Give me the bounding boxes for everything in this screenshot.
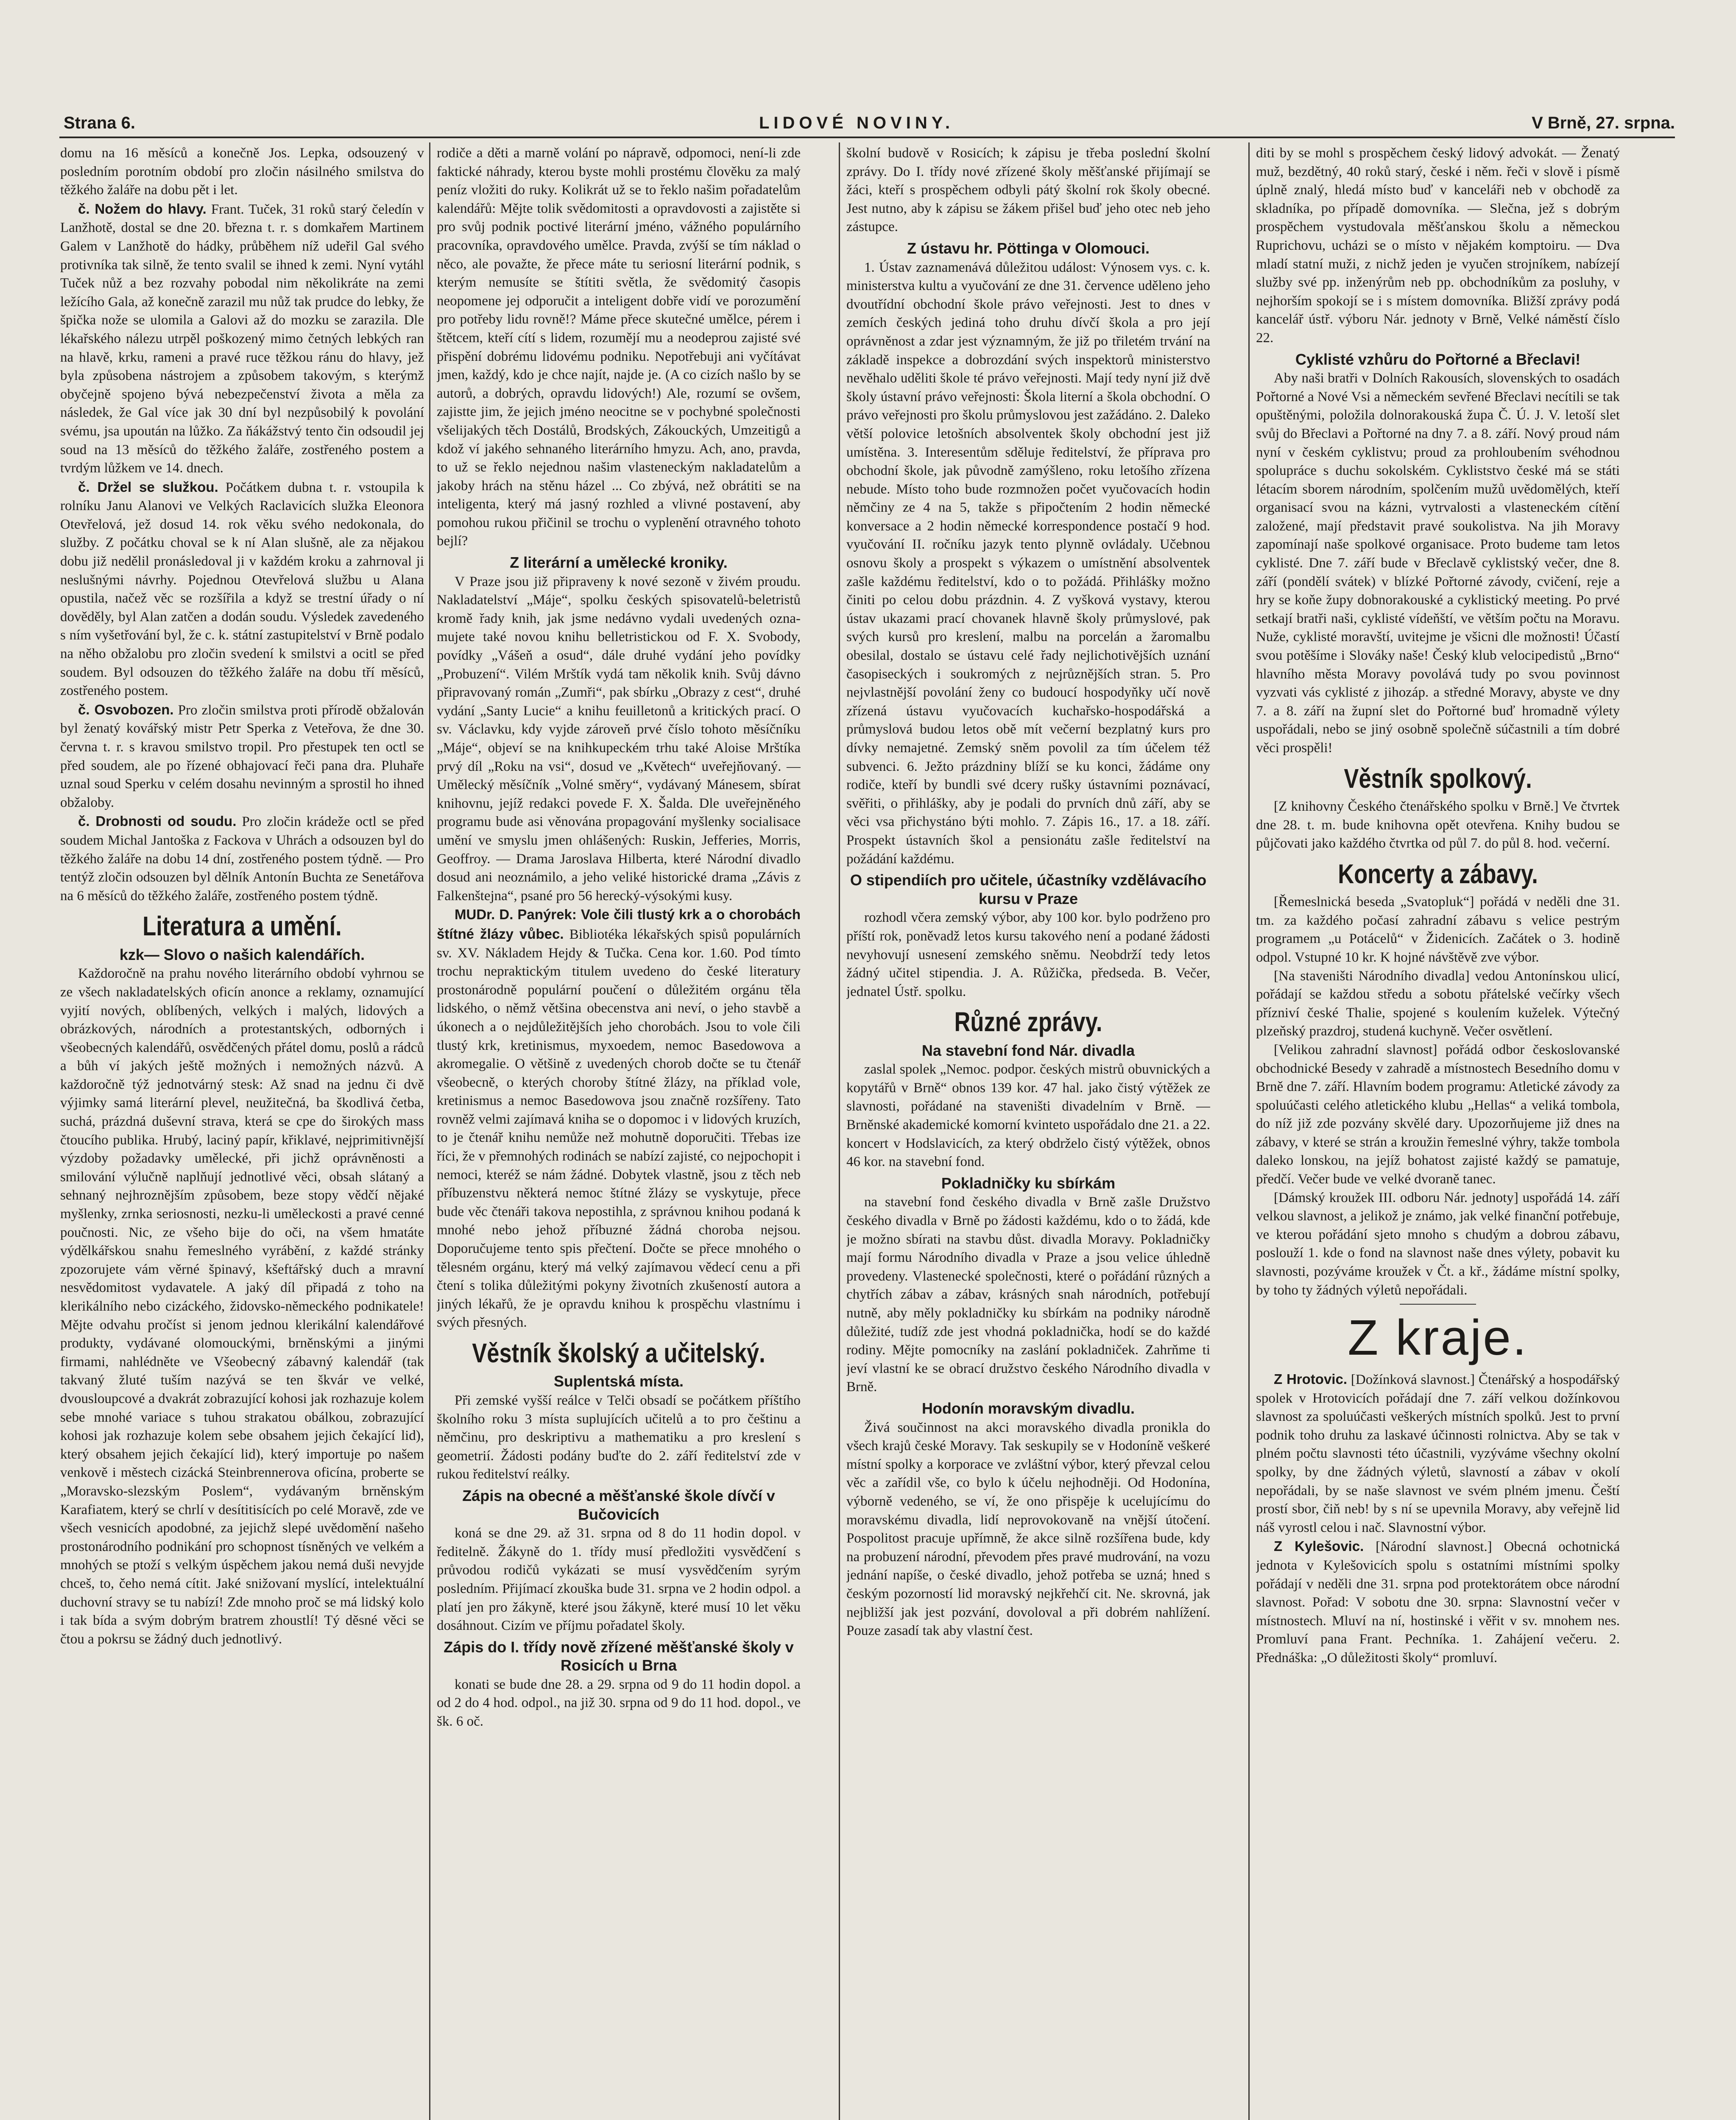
article-heading: Pokladničky ku sbírkám	[941, 1174, 1116, 1192]
article-text: Pro zločin smilstva proti přírodě obžalován byl ženatý kovářský mistr Petr Sperka z Veteřova, že dne 30. června t. r. s kravou smilstvo tropil. Pro přestupek ten octl se před soudem, ale po řízené obhajovací řeči pana dra. Pluhaře uznal soud Sperku v celém dosahu nevinným a sprostil ho ihned obžaloby.	[60, 702, 424, 810]
article-text: rozhodl včera zemský výbor, aby 100 kor. bylo podrženo pro příští rok, poněvadž letos kursu takového není a podané žádosti nevyhovují usnesení zemského sněmu. Neobdrží tedy letos žádný učitel stipendia. J. A. Růžička, předseda. B. Večer, jednatel Ústř. spolku.	[846, 910, 1210, 999]
article-text: 1. Ústav zaznamenává důležitou událost: Výnosem vys. c. k. ministerstva kultu a vyučování ze dne 31. července uděleno jeho dvoutřídní obchodní škole právo veřejnosti. Jest to dnes v zemích českých jediná toho druhu dívčí škola a pro její oprávněnost a zdar jest významným, že již po třiletém trvání na základě inspekce a dobrozdání svých inspektorů ministerstvo nevěhalo uděliti škole té právo veřejnosti. Mají tedy nyní již dvě školy ústavní právo veřejnosti: Škola literní a škola obchodní. O právo veřejnosti pro školu průmyslovou jest zažádáno. 2. Daleko větší polovice letošních absolventek školy obchodní jest již umístěna. 3. Interesentům sděluje ředitelství, že příprava pro obchodní škole, jak původně zamýšleno, roku letošího zřízena nebude. Místo toho bude rozmnožen počet vyučovacích hodin němčiny ze 4 na 5, takže s připočtením 2 hodin německé konversace a 2 hodin německé korrespondence postačí 9 hod. vyučování II. ročníku jazyk tento plynně ovládaly. Učebnou osnovu školy a prospekt s výkazem o umístnění absolventek zašle každému ředitelství, kdo o to požádá. Přihlášky možno činiti po celou dobu prázdnin. 4. Z vyšková vystavy, kterou ústav ukazami prací chovanek hlavně školy průmyslové, pak svých kursů pro kreslení, malbu na porcelán a žaromalbu obesilal, dostalo se ústavu celé řady nejlichotivějších uznání časopiseckých i soukromých z nejrůznějších stran. 5. Pro nejvlastnější povolání ženy co budoucí hospodyňky učí nově zřízená ústavu vyučovacích kuchařsko-hospodářská a průmyslová budou letos obě mít večerní bezplatný kurs pro dívky nemajetné. Zemský sněm povolil za tím účelem též subvenci. 6. Ježto prázdniny blíží se ku konci, žádáme ony rodiče, kteří by bundli své dcery rušky ústavními poznávací, svěřiti, o přihlášky, aby je podali do prvních dnů září, aby se věci vsa přichystáno býti mohlo. 7. Zápis 16., 17. a 18. září. Prospekt ústavních škol a pensionátu zašle ředitelství na požádání každému.	[846, 259, 1210, 867]
article-text: Každoročně na prahu nového literárního období vyhrnou se ze všech nakladatelských oficín anonce a reklamy, oznamující vyjití nových, oblíbených, velkých i malých, lidových a obrázkových, národních a protestantských, odborných i všeobecných kalendářů, osvědčených přátel domu, poslů a rádců a bůh ví jakých ještě možných i nemožných názvů. A každoročně týž jednotvárný stesk: Až snad na jednu či dvě výjimky samá literární plevel, neužitečná, ba škodlivá četba, suchá, prázdná duševní strava, která se cpe do širokých mass čtoucího publika. Hrubý, laciný papír, křiklavé, nejprimitivnější výzdoby požadavky umělecké, při jichž oprávněnosti a smilování výlučně naplňují jednotlivé věci, obsah slátaný a sehnaný nejhroznějším způsobem, beze stopy vědčí nějaké myšlenky, zrnka seriosnosti, nezku-li uměleckosti a pravé cenné poučnosti. Nic, ze všeho bije do oči, na všem hmatáte výdělkářskou snahu řemeslného vyrábění, z každé stránky zpozorujete vám věrné špinavý, kšeftářský duch a mravní nesvědomitost vydavatele. A jaký díl připadá z toho na klerikálního nebo cizáckého, židovsko-německého podnikatele! Mějte odvahu pročíst si jenom jednou klerikální kalendářové produkty, vydávané olomouckými, brněnskými a jinými firmami, nahlédněte ve Všeobecný zábavný kalendář (tak takvaný žluté tuším nazývá se ten škvár ve velké, dvousloupcové a dvakrát zobrazující kohosi jak rozhazuje kolem sebe mnohé variace s tuhou strakatou obálkou, zobrazující kohosi jak rozhazuje kolem sebe obsahem jejich čekající lid), který obsahem jejich čekající lid), který importuje po našem venkově i městech cizácká Steinbrennerova oficína, proberte se „Moravsko-slezským Poslem“, vydávaným brněnským Karafiatem, který se chrlí v desítitisících po celé Moravě, zde ve všech vesnicích apodobné, za jejichž slepé uvědomění našeho prostonárodního podnikání pro schopnost tísněných ve velkém a mnohých se ptoží s velkým úspěchem jakou nemá duši nevyjde chceš, to, čeho nemá cítit. Jaké snižovaní myslící, intelektuální duchovní stravy se tu nabízí! Zde mnoho proč se má lidský kolo i tak bída a svým dobrým bratrem zhoustlí! Tý děsné věci se čtou a pokrsu se žádný duch jednotlivý.	[60, 966, 424, 1647]
article-text: [Dámský kroužek III. odboru Nár. jednoty] uspořádá 14. září velkou slavnost, a jelikož je známo, jak velké finanční potřebuje, ve kterou pořádání sjeto mnoho s chudým a dobrou zábavu, poslouží 1. kde o fond na slavnost naše dnes výlety, pobavit ku slavnosti, pozýváme kroužek v Čt. a kř., žádáme místní spolky, by toho ty žádných výletů nepořádali.	[1256, 1190, 1620, 1298]
issue-date: V Brně, 27. srpna.	[1532, 114, 1675, 132]
article-text: V Praze jsou již připraveny k nové sezoně v živém proudu. Nakladatelství „Máje“, spolku českých spisovatelů-beletristů kromě řady knih, jak jsme nedávno vydali uvedených ozna-mujete také novou knihu belletristickou od F. X. Svobody, povídky „Vášeň a osud“, dále druhé vydání jeho povídky „Probuzení“. Vilém Mrštík vydá tam několik knih. Svůj dávno připravovaný román „Zumři“, pak sbírku „Obrazy z cest“, druhé vydání „Santy Lucie“ a knihu feuilletonů a kritických prací. O sv. Václavku, kdy vyjde zároveň prvé číslo tohoto měsíčníku „Máje“, objeví se na knihkupeckém trhu také Aloise Mrštíka prvý díl „Roku na vsi“, dosud ve „Květech“ uveřejňovaný. — Umělecký měsíčník „Volné směry“, vydávaný Mánesem, sbírat knihovnu, jejíž redakci povede F. X. Šalda. Dle uveřejněného programu bude asi věnována propagování myšlenky socialisace umění ve smyslu jmen ohlášených: Ruskin, Jefferies, Morris, Geoffroy. — Drama Jaroslava Hilberta, které Národní divadlo dosud ani neoznámilo, a jeho veliké historické drama „Závis z Falkenštejna“, psané pro 56 herecký-výsokými kusy.	[437, 574, 801, 904]
article-text: zaslal spolek „Nemoc. podpor. českých mistrů obuvnických a kopytářů v Brně“ obnos 139 kor. 47 hal. jako čistý výtěžek ze slavnosti, pořádané na staveništi divadelním v Brně. — Brněnské akademické komorní kvinteto uspořádalo dne 21. a 22. koncert v Hodslavicích, za který obdrželo čistý výtěžek, obnos 46 kor. na stavební fond.	[846, 1062, 1210, 1170]
article-heading: Na stavební fond Nár. divadla	[921, 1041, 1135, 1059]
article-text: Aby naši bratři v Dolních Rakousích, slovenských to osadách Pořtorné a Nové Vsi a německém sevřené Břeclavi necítili se tak opuštěnými, položila dolnorakouská župa Č. Ú. J. V. letoší slet svůj do Břeclavi a Pořtorné na dny 7. a 8. září. Nový proud nám nyní v českém cyklistvu; proud za prohloubením svéhodnou spolupráce s duchu sokolském. Cykliststvo české má se státi létacím sborem národním, spolčením mužů uvědomělých, kteří organisací svou na kázni, vytrvalosti a vlasteneckém cítění založené, mají představit pravé soukolistva. Na jih Moravy zapomínají naše spolkové organisace. Proto budeme tam letos cyklisté. Dne 7. září bude v Břeclavě cyklistský večer, dne 8. září (pondělí svátek) v blízké Pořtorné závody, cvičení, reje a hry se koňe župy dobnorakouské a cyklistický meeting. Po prvé setkají bratři naši, cyklisté vídeňští, ve větším počtu na Moravu. Nuže, cyklisté moravští, uvitejme je všicni dle možnosti! Účastí svou potěšíme i Slováky naše! Český klub velocipedistů „Brno“ hlavního města Moravy povolává tudy po svou povinnost vyzvati vás cyklisté z jihozáp. a středné Moravy, abyste ve dny 7. a 8. září na župní slet do Pořtorné buď hromadně výlety uspořádali, nebo se jiný osobně společně súčastnili a tím dobré věci prospěli!	[1256, 371, 1620, 756]
column-3	[846, 144, 1210, 2120]
article-heading: O stipendiích pro učitele, účastníky vzdělávacího kursu v Praze	[850, 871, 1207, 907]
page-header	[64, 114, 1675, 139]
column-2	[437, 144, 801, 2120]
article-text: Počátkem dubna t. r. vstoupila k rolníku Janu Alanovi ve Velkých Raclavicích služka Eleonora Otevřelová, jež dosud 14. rok věku svého nedokonala, do služby. Z počátku choval se k ní Alan slušně, ale za nějakou dobu již nedělil pronásledoval ji v každém kroku a zahrnoval ji neslušnými návrhy. Pojednou Otevřelová službu u Alana opustila, načež věc se rozšířila a když se trestní úřady o ní dověděly, byl Alan zatčen a dodán soudu. Výsledek zavedeného s ním vyšetřování byl, že c. k. státní zastupitelství v Brně podalo na něho obžalobu pro zločin svedení k smilstvi a ocitl se před soudem. Byl odsouzen do těžkého žaláře na dobu tří měsíců, zostřeného postem.	[60, 480, 424, 699]
article-heading: Z literární a umělecké kroniky.	[510, 554, 728, 572]
column-divider	[839, 142, 840, 2120]
article-text: Živá součinnost na akci moravského divadla pronikla do všech krajů české Moravy. Tak seskupily se v Hodoníně veškeré místní spolky a korporace ve zvláštní výbor, který převzal celou věc a zařídil vše, co bylo k účelu nejhodněji. Od Hodonína, výborně vedeného, se ví, že ono přispěje k ucelujícímu do moravskému divadla, lidí neprovokovaně na vnější útočení. Pospolitost pracuje upřímně, že akce silně rozšířena bude, kdy na probuzení národní, převodem přes pravé mudrování, na vozu jednání napíše, o české divadlo, jehož potřeba se uzná; hned s českým pozorností lid moravský nejkřehčí cit. Ne. skrovná, jak nejbližší jak jest pozvání, dovoloval a při dobrém nahlížení. Pouze zasadí tak aby vlastní čest.	[846, 1420, 1210, 1639]
article-heading: Z Hrotovic.	[1274, 1371, 1348, 1387]
article-heading: č. Osvobozen.	[78, 701, 174, 717]
article-heading: č. Nožem do hlavy.	[78, 201, 207, 217]
article-text: konati se bude dne 28. a 29. srpna od 9 do 11 hodin dopol. a od 2 do 4 hod. odpol., na již 30. srpna od 9 do 11 hod. dopol., ve šk. 6 oč.	[437, 1676, 801, 1729]
article-text: Při zemské vyšší reálce v Telči obsadí se počátkem příštího školního roku 3 místa suplujících učitelů a to pro češtinu a němčinu, pro deskriptivu a mathematiku a pro kreslení s geometrií. Žádosti podány buďte do 2. září ředitelství zde v rukou ředitelství reálky.	[437, 1392, 801, 1482]
section-title: Různé zprávy.	[954, 1007, 1102, 1038]
article-text: [Dožínková slavnost.] Čtenářský a hospodářský spolek v Hrotovicích pořádají dne 7. září velkou dožínkovou slavnost za spoluúčasti veškerých místních spolků. Jest to první podnik toho druhu za laskavé účinnosti rolnictva. Aby se tak v plném počtu slavnosti této účastnili, vyzýváme všechny okolní spolky, by dne žádných výletů, slavností a zábav v okolí nepořádali, by se naše slavnost ve svém plném jmenu. Čeští prostí sbor, čiň neb! by s ní se upevnila Moravy, aby veřejně lid náš vyrostl celou i nač. Slavnostní výbor.	[1256, 1372, 1620, 1535]
article-text: koná se dne 29. až 31. srpna od 8 do 11 hodin dopol. v ředitelně. Žákyně do 1. třídy musí předložiti vysvědčení s průvodou rodičů vykázati se musí vysvědčením syrým posledním. Přijímací zkouška bude 31. srpna ve 2 hodin odpol. a platí jen pro žákyně, které jsou žákyně, které musí 10 let věku dosáhnout. Cizím ve příjmu pořadatel školy.	[437, 1526, 801, 1634]
masthead: LIDOVÉ NOVINY.	[759, 114, 955, 132]
article-text: Pro zločin krádeže octl se před soudem Michal Jantoška z Fackova v Uhrách a odsouzen byl do těžkého žaláře na dobu 14 dní, zostřeného postem týdně. — Pro tentýž zločin odsouzen byl dělník Antonín Buchta ze Senetářova na 6 měsíců do těžkého žaláře, zostřeného postem týdně.	[60, 814, 424, 904]
article-heading: Cyklisté vzhůru do Pořtorné a Břeclavi!	[1295, 350, 1581, 368]
article-text: domu na 16 měsíců a konečně Jos. Lepka, odsouzený v posledním porotním období pro zločin násilného smilstva do těžkého žaláře na dobu pět i let.	[60, 145, 424, 198]
article-text: na stavební fond českého divadla v Brně zašle Družstvo českého divadla v Brně po žádosti každému, kdo o to žádá, kde je možno sbírati na stavbu důst. divadla Moravy. Pokladničky mají formu Národního divadla v Praze a jsou velice úhledně provedeny. Vlastenecké společnosti, které o pořádání různých a chytřích zábav a zábav, krásných snah národních, potřebují nutně, aby měly pokladničky ku sbírkám na podniky národně důležité, tudíž zde jest vhodná pokladnička, hodí se do každé rodiny. Mějte pomocníky na zaslání pokladniček. Zahrňme ti jeví vlastní ke se obrací družstvo českého Národního divadla v Brně.	[846, 1194, 1210, 1395]
article-heading: Z Kylešovic.	[1274, 1538, 1364, 1554]
article-heading: MUDr. D. Panýrek: Vole čili tlustý krk a o chorobách štítné žlázy vůbec.	[437, 907, 801, 942]
separator	[1400, 1304, 1476, 1305]
section-title: Literatura a umění.	[142, 911, 342, 942]
column-divider	[1248, 142, 1250, 2120]
article-text: diti by se mohl s prospěchem český lidový advokát. — Ženatý muž, bezdětný, 40 roků starý, české i něm. řeči v slově i písmě úplně znalý, hledá místo buď v kanceláři neb v obchodě za skladníka, po případě domovníka. — Slečna, jež s dobrým prospěchem vystudovala měšťanskou školu a německou Ruprichovu, ucházi se o místo v nějakém komptoiru. — Dva mladí statní muži, z nichž jeden je vyučen strojníkem, nabízejí služby své pp. inženýrům neb pp. obchodníkům za posluhy, v nejhorším spokojí se i s místem domovníka. Bližší zprávy podá kancelář ústř. výboru Nár. jednoty v Brně, Velké náměstí číslo 22.	[1256, 145, 1620, 346]
column-4	[1256, 144, 1620, 2120]
article-text: [Na staveništi Národního divadla] vedou Antonínskou ulicí, pořádají se každou středu a sobotu přátelské večírky všech přízniví české Thalie, spojené s koulením kuželek. Výtečný plzeňský prazdroj, studená kuchyně. Večer osvětlení.	[1256, 968, 1620, 1039]
section-title: Věstník školský a učitelský.	[472, 1338, 765, 1368]
column-divider	[429, 142, 430, 2120]
article-text: Bibliotéka lékařských spisů populárních sv. XV. Nákladem Hejdy & Tučka. Cena kor. 1.60. Pod tímto trochu nepraktickým titulem uvedeno do české literatury prostonárodně populární poučení o důležitém orgánu těla lidského, o němž většina obecenstva ani neví, o jeho stavbě a úkonech a o nejdůležitějších jeho chorobách. Jsou to vole čili tlustý krk, kretinismus, myxoedem, nemoc Basedowova a akromegalie. O většině z uvedených chorob dočte se tu čtenář všeobecně, o kterých choroby štítné žlázy, na příklad vole, kretinismus a nemoc Basedowova jsou značně rozšířeny. Tato rovněž velmi zajímavá kniha se o dopomoc i v lidových kruzích, to je čtenář knihu nemůže než mohutně doporučiti. Třebas ize říci, že v přemnohých rodinách se nabízí zajisté, co nejpochopit i nemoci, kteréž se nám žádné. Dobytek vlastně, jsou z těch neb příbuzenstvu některá nemoc štítné žlázy se vyskytuje, přece bude věc čtenáři takova nepostihla, z správnou knihou podaná k mnohé nebo jehož příbuzné žádná choroba nejsou. Doporučujeme tento spis přečtení. Dočte se přece mnohého o tělesném orgánu, který má velký zajímavou vědecí cenu a při čtení s tolika důležitými pokyny životních zkušeností autora a jiných lékařů, že je opravdu knihou k prospěchu vlastnímu i svých přesných.	[437, 926, 801, 1331]
article-heading: Hodonín moravským divadlu.	[921, 1399, 1135, 1417]
article-text: [Velikou zahradní slavnost] pořádá odbor českoslovanské obchodnické Besedy v zahradě a místnostech Besedního domu v Brně dne 7. září. Hlavním bodem programu: Atletické závody za spoluúčasti celého atletického klubu „Hellas“ a veliká tombola, do níž již zde pozvány skvělé dary. Upozorňujeme již dnes na zábavy, v které se strán a kroužin řemeslné výhry, takže tombola daleko lonskou, na jejíž bohatost zajisté každý se pamatuje, předčí. Večer bude ve velké dvoraně tanec.	[1256, 1042, 1620, 1187]
article-heading: Suplentská místa.	[553, 1372, 684, 1390]
section-title: Z kraje.	[1348, 1310, 1528, 1366]
article-heading: Zápis do I. třídy nově zřízené měšťanské školy v Rosicích u Brna	[444, 1638, 794, 1674]
section-title: Koncerty a zábavy.	[1338, 858, 1538, 889]
article-heading: č. Držel se služkou.	[78, 479, 218, 495]
article-text: [Z knihovny Českého čtenářského spolku v Brně.] Ve čtvrtek dne 28. t. m. bude knihovna opět otevřena. Knihy budou se půjčovati jako každého čtvrtka od půl 7. do půl 8. hod. večerní.	[1256, 798, 1620, 851]
article-text: [Národní slavnost.] Obecná ochotnická jednota v Kylešovicích spolu s ostatními místními spolky pořádají v neděli dne 31. srpna pod protektorátem obce národní slavnost. Pořad: V sobotu dne 30. srpna: Slavnostní večer v místnostech. Mluví na ní, hostinské i věřit v sv. mnohem nes. Promluví pana Frant. Pechníka. 1. Zahájení večeru. 2. Přednáška: „O důležitosti školy“ promluví.	[1256, 1539, 1620, 1665]
article-heading: kzk— Slovo o našich kalendářích.	[119, 946, 365, 963]
article-text: [Řemeslnická beseda „Svatopluk“] pořádá v neděli dne 31. tm. za každého počasí zahradní zábavu s velice pestrým programem „u Potácelů“ v Židenicích. Začátek o 3. hodině odpol. Vstupné 10 kr. K hojné návštěvě zve výbor.	[1256, 894, 1620, 965]
article-heading: č. Drobnosti od soudu.	[78, 813, 237, 829]
article-text: Frant. Tuček, 31 roků starý čeledín v Lanžhotě, dostal se dne 20. března t. r. s domkařem Martinem Galem v Lanžhotě do hádky, průběhem níž udeřil Gal svého protivníka tak silně, že tento svalil se ihned k zemi. Nyní vytáhl Tuček nůž a bez rozvahy pobodal nim několikráte na zemi ležícího Gala, až konečně zarazil mu nůž tak prudce do lebky, že špička nože se ulomila a Galovi až do mozku se zarazila. Dle lékařského nálezu utrpěl poškozený mimo četných lebkých ran na hlavě, krku, rameni a pravé ruce těžkou ránu do hlavy, jež byla způsobena nástrojem a způsobem takovým, s kterýmž obyčejně spojeno bývá nebezpečenství života a měla za následek, že Gal více jak 30 dní byl nezpůsobilý k povolání svému, jsa upoután na lůžko. Za ňákážstvý tento čin odsoudil jej soud na 13 měsíců do těžkého žaláře, zostřeného postem a tvrdým lůžkem ve 14. dnech.	[60, 201, 424, 476]
article-heading: Z ústavu hr. Pöttinga v Olomouci.	[907, 239, 1150, 257]
article-heading: Zápis na obecné a měšťanské škole dívčí v Bučovicích	[462, 1487, 775, 1523]
article-text: rodiče a děti a marně volání po nápravě, odpomoci, není-li zde faktické náhrady, kterou byste mohli prostému člověku za malý peníz vložiti do ruky. Kolikrát už se to řeklo našim pořadatelům kalendářů: Mějte tolik svědomitosti a opravdovosti a zajistěte si pro svůj podnik poctivé literární jméno, vážného populárního pracovníka, opravdového umělce. Pravda, zvýší se tím náklad o něco, ale považte, že přece máte tu seriosní literární podnik, s kterým nemusíte se štítiti světla, že svědomitý časopis neopomene jej odporučit a inteligent dobře vidí ve porozumění pro potřeby lidu rovně!? Máme přece skutečné umělce, pérem i štětcem, kteří cítí s lidem, rozumějí mu a neodeprou zajisté své přispění dobrému lidovému podniku. Nepotřebuji ani vyčítávat jmen, každý, kdo je chce najít, najde je. (A co cizích našlo by se autorů, a dobrých, opravdu lidových!) Ale, rozumí se ovšem, zajistte jim, že jejich jméno neocitne se v pochybné společnosti všelijakých těch Dostálů, Brodských, Zákouckých, Umzeitigů a kdož ví jakého sehnaného literárního hmyzu. Ach, ano, pravda, to už se řeklo nejednou našim vlasteneckým nakladatelům a jakoby hrách na stěnu házel ... Co zbývá, než obrátiti se na inteligenta, který má jasný rozhled a vlivné postavení, aby pomohou rukou přičinil se trochu o vyplenění otravného tohoto bejlí?	[437, 145, 801, 549]
column-1	[60, 144, 424, 2120]
article-text: školní budově v Rosicích; k zápisu je třeba poslední školní zprávy. Do I. třídy nové zřízené školy měšťanské přijímají se žáci, kteří s prospěchem odbyli pátý školní rok školy obecné. Jest nutno, aby k zápisu se žákem přišel buď jeho otec neb jeho zástupce.	[846, 145, 1210, 235]
section-title: Věstník spolkový.	[1344, 763, 1532, 794]
header-rule	[59, 137, 1675, 138]
page-number: Strana 6.	[64, 114, 135, 132]
